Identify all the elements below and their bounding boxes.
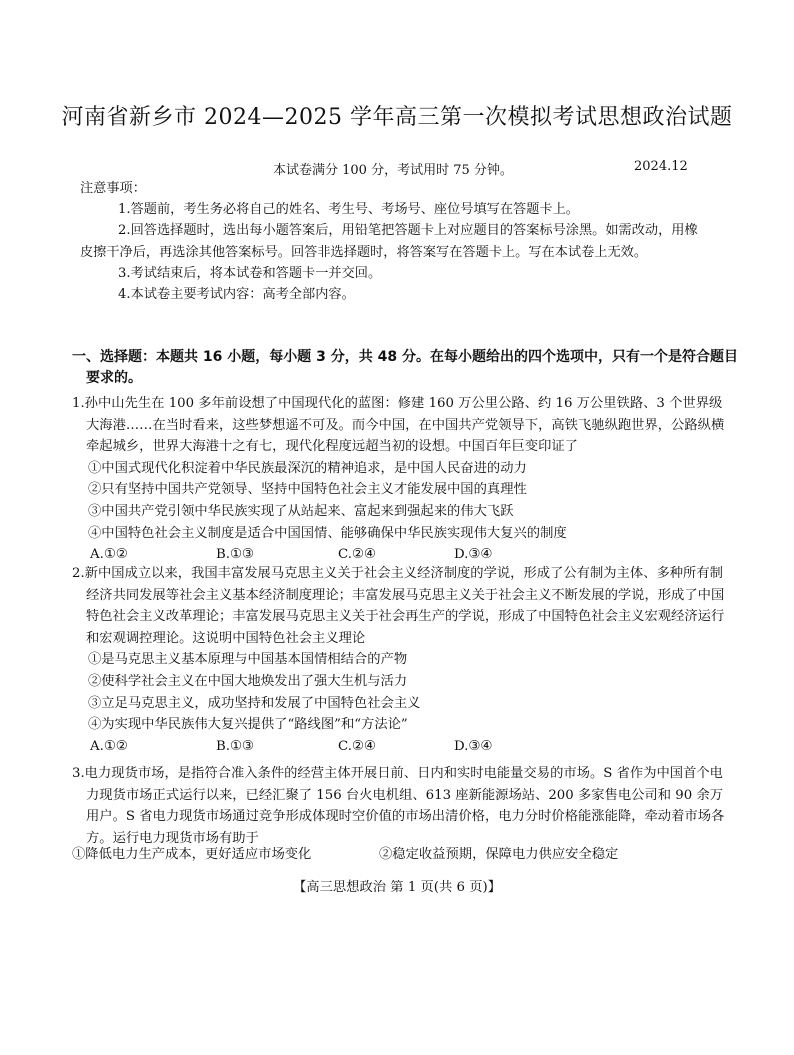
option-b: B.①③ xyxy=(216,738,254,754)
page-footer: 【高三思想政治 第 1 页(共 6 页)】 xyxy=(293,880,501,895)
section-heading: 一、选择题：本题共 16 小题，每小题 3 分，共 48 分。在每小题给出的四个选项中，只有一个是符合题目要求的。 xyxy=(72,349,738,386)
note-item: 2.回答选择题时，选出每小题答案后，用铅笔把答题卡上对应题目的答案标号涂黑。如需改动，用橡皮擦干净后，再选涂其他答案标号。回答非选择题时，将答案写在答题卡上。写在本试卷上无效。 xyxy=(80,223,698,260)
question-stem: 2.新中国成立以来，我国丰富发展马克思主义关于社会主义经济制度的学说，形成了公有制为主体、多种所有制经济共同发展等社会主义基本经济制度理论；丰富发展马克思主义关于社会主义不断发展的学说，形成了中国特色社会主义改革理论；丰富发展马克思主义关于社会再生产的学说，形成了中国特色社会主义宏观经济运行和宏观调控理论。这说明中国特色社会主义理论 xyxy=(72,566,725,646)
option-d: D.③④ xyxy=(454,738,493,754)
statement-item: ③立足马克思主义，成功坚持和发展了中国特色社会主义 xyxy=(88,695,421,711)
statement-item: ③中国共产党引领中华民族实现了从站起来、富起来到强起来的伟大飞跃 xyxy=(88,503,514,519)
answer-options xyxy=(72,736,726,758)
statement-item: ①降低电力生产成本，更好适应市场变化 xyxy=(72,847,312,862)
question-stem: 1.孙中山先生在 100 多年前设想了中国现代化的蓝图：修建 160 万公里公路、约 16 万公里铁路、3 个世界级大海港……在当时看来，这些梦想遥不可及。而今中国，在中国共产党领导下，高铁飞驰纵跑世界，公路纵横牵起城乡，世界大海港十之有七，现代化程度远超当初的设想。中国百年巨变印证了 xyxy=(72,396,725,455)
exam-date: 2024.12 xyxy=(634,159,688,174)
note-item: 3.考试结束后，将本试卷和答题卡一并交回。 xyxy=(118,265,382,281)
option-a: A.①② xyxy=(90,738,128,754)
statement-item: ②使科学社会主义在中国大地焕发出了强大生机与活力 xyxy=(88,673,408,689)
option-b: B.①③ xyxy=(216,547,254,563)
exam-info: 本试卷满分 100 分，考试用时 75 分钟。 xyxy=(273,163,513,178)
statement-item: ①中国式现代化积淀着中华民族最深沉的精神追求，是中国人民奋进的动力 xyxy=(88,460,527,476)
statement-item: ②稳定收益预期，保障电力供应安全稳定 xyxy=(379,847,619,862)
statement-item: ②只有坚持中国共产党领导、坚持中国特色社会主义才能发展中国的真理性 xyxy=(88,482,527,498)
option-c: C.②④ xyxy=(338,738,376,754)
statement-item: ④中国特色社会主义制度是适合中国国情、能够确保中华民族实现伟大复兴的制度 xyxy=(88,525,567,541)
question-3 xyxy=(72,763,726,849)
question-stem: 3.电力现货市场，是指符合准入条件的经营主体开展日前、日内和实时电能量交易的市场。S 省作为中国首个电力现货市场正式运行以来，已经汇聚了 156 台火电机组、613 座新能源场站、200 多家售电公司和 90 余万用户。S 省电力现货市场通过竞争形成体现时空价值的市场出清价格，电力分时价格能涨能降，牵动着市场各方。运行电力现货市场有助于 xyxy=(72,766,725,846)
statement-item: ①是马克思主义基本原理与中国基本国情相结合的产物 xyxy=(88,652,408,668)
note-item: 1.答题前，考生务必将自己的姓名、考生号、考场号、座位号填写在答题卡上。 xyxy=(118,202,579,218)
page-title: 河南省新乡市 2024—2025 学年高三第一次模拟考试思想政治试题 xyxy=(61,105,733,130)
option-c: C.②④ xyxy=(338,547,376,563)
option-d: D.③④ xyxy=(454,547,493,563)
note-item: 4.本试卷主要考试内容：高考全部内容。 xyxy=(118,287,355,303)
option-a: A.①② xyxy=(90,547,128,563)
notes-section xyxy=(80,178,698,305)
statement-item: ④为实现中华民族伟大复兴提供了“路线图”和“方法论” xyxy=(88,717,408,733)
question-1 xyxy=(72,393,726,566)
notes-title: 注意事项： xyxy=(80,181,146,196)
question-2 xyxy=(72,563,726,757)
